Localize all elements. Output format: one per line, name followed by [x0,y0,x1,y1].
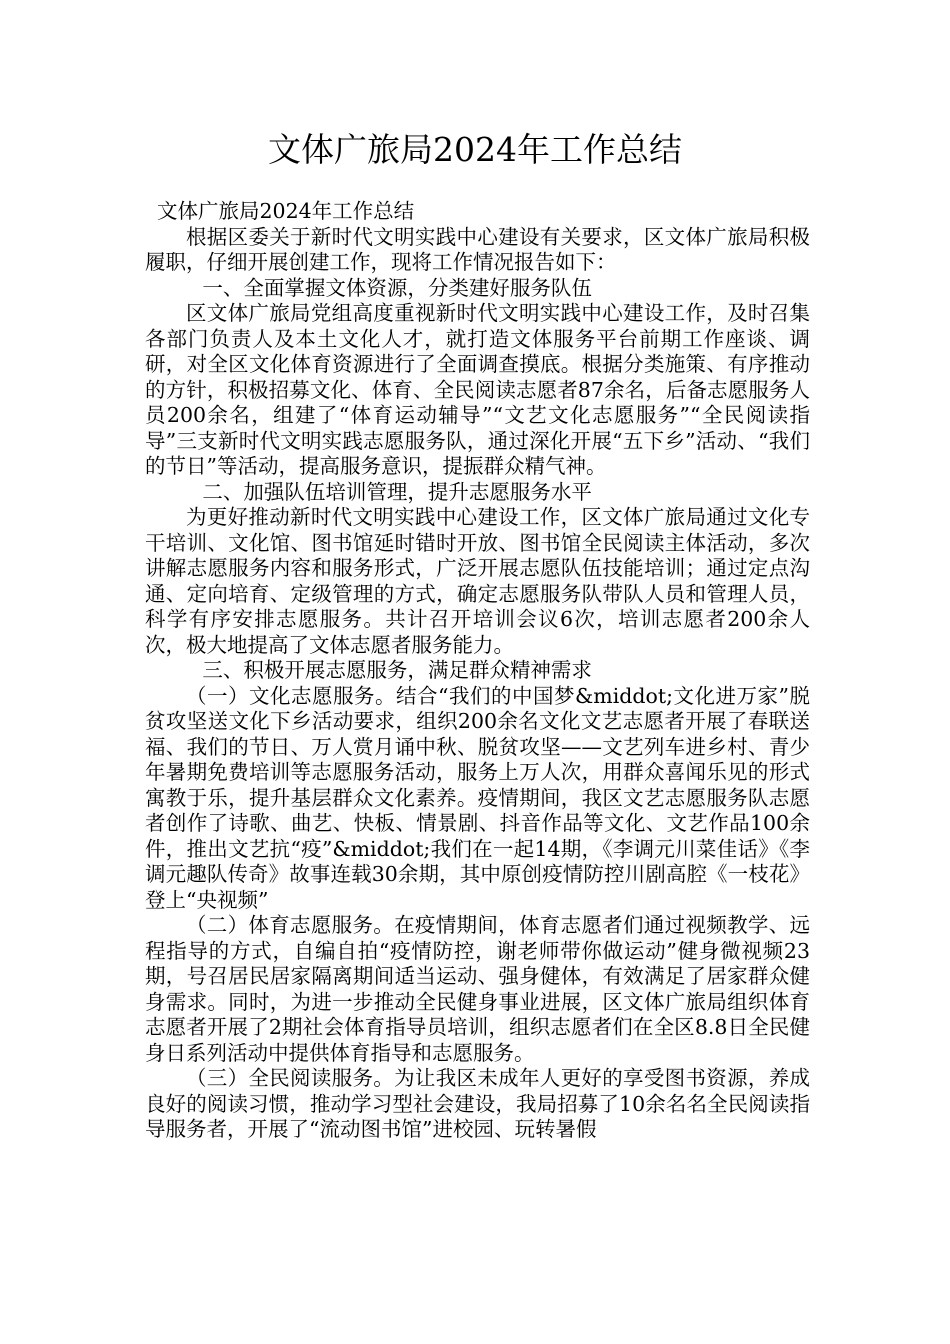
paragraph-reading-service: （三）全民阅读服务。为让我区未成年人更好的享受图书资源，养成良好的阅读习惯，推动学习型社会建设，我局招募了10余名名全民阅读指导服务者，开展了“流动图书馆”进校园、玩转暑假 [145,1066,810,1141]
section-heading-1: 一、全面掌握文体资源，分类建好服务队伍 [202,275,592,300]
document-title: 文体广旅局2024年工作总结 [268,130,682,169]
paragraph-section-1: 区文体广旅局党组高度重视新时代文明实践中心建设工作，及时召集各部门负责人及本土文化人才，就打造文体服务平台前期工作座谈、调研，对全区文化体育资源进行了全面调查摸底。根据分类施策、有序推动的方针，积极招募文化、体育、全民阅读志愿者87余名，后备志愿服务人员200余名，组建了“体育运动辅导”“文艺文化志愿服务”“全民阅读指导”三支新时代文明实践志愿服务队，通过深化开展“五下乡”活动、“我们的节日”等活动，提高服务意识，提振群众精气神。 [145,301,810,478]
document-subtitle: 文体广旅局2024年工作总结 [157,199,415,223]
paragraph-sports-volunteer: （二）体育志愿服务。在疫情期间，体育志愿者们通过视频教学、远程指导的方式，自编自拍“疫情防控，谢老师带你做运动”健身微视频23期，号召居民居家隔离期间适当运动、强身健体，有效满足了居家群众健身需求。同时，为进一步推动全民健身事业进展，区文体广旅局组织体育志愿者开展了2期社会体育指导员培训，组织志愿者们在全区8.8日全民健身日系列活动中提供体育指导和志愿服务。 [145,913,810,1065]
paragraph-culture-volunteer: （一）文化志愿服务。结合“我们的中国梦&middot;文化进万家”脱贫攻坚送文化下乡活动要求，组织200余名文化文艺志愿者开展了春联送福、我们的节日、万人赏月诵中秋、脱贫攻坚——文艺列车进乡村、青少年暑期免费培训等志愿服务活动，服务上万人次，用群众喜闻乐见的形式寓教于乐，提升基层群众文化素养。疫情期间，我区文艺志愿服务队志愿者创作了诗歌、曲艺、快板、情景剧、抖音作品等文化、文艺作品100余件，推出文艺抗“疫”&middot;我们在一起14期，《李调元川菜佳话》《李调元趣队传奇》故事连载30余期，其中原创疫情防控川剧高腔《一枝花》登上“央视频” [145,683,810,912]
paragraph-intro: 根据区委关于新时代文明实践中心建设有关要求，区文体广旅局积极履职，仔细开展创建工作，现将工作情况报告如下： [145,224,810,274]
section-heading-2: 二、加强队伍培训管理，提升志愿服务水平 [202,479,592,504]
paragraph-section-2: 为更好推动新时代文明实践中心建设工作，区文体广旅局通过文化专干培训、文化馆、图书馆延时错时开放、图书馆全民阅读主体活动，多次讲解志愿服务内容和服务形式，广泛开展志愿队伍技能培训；通过定点沟通、定向培育、定级管理的方式，确定志愿服务队带队人员和管理人员，科学有序安排志愿服务。共计召开培训会议6次，培训志愿者200余人次，极大地提高了文体志愿者服务能力。 [145,505,810,657]
document-body [145,199,810,1143]
section-heading-3: 三、积极开展志愿服务，满足群众精神需求 [202,658,592,682]
